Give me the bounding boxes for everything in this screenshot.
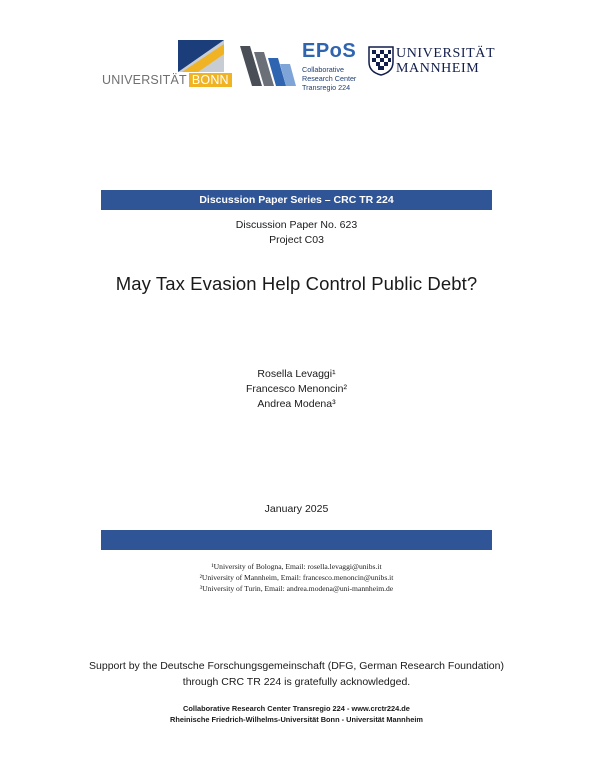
epos-logo-line2: Research Center <box>302 74 357 83</box>
mannheim-crest-icon <box>368 46 394 76</box>
affiliation-1: ¹University of Bologna, Email: rosella.levaggi@unibs.it <box>211 562 382 571</box>
support-line-2: through CRC TR 224 is gratefully acknowledged. <box>182 676 411 688</box>
affiliation-2: ²University of Mannheim, Email: francesco.menoncin@unibs.it <box>199 573 394 582</box>
epos-logo-line3: Transregio 224 <box>302 83 351 92</box>
affiliation-3: ³University of Turin, Email: andrea.modena@uni-mannheim.de <box>199 584 394 593</box>
discussion-paper-number: Discussion Paper No. 623 <box>235 219 358 231</box>
series-banner: Discussion Paper Series – CRC TR 224 <box>101 190 492 210</box>
mannheim-logo-line2: MANNHEIM <box>396 61 480 76</box>
bottom-banner <box>101 530 492 550</box>
author-2: Francesco Menoncin² <box>246 383 347 395</box>
universitaet-bonn-logo <box>102 40 229 90</box>
epos-logo-mark-icon <box>240 44 296 88</box>
author-1: Rosella Levaggi¹ <box>257 368 336 380</box>
epos-logo-line1: Collaborative <box>302 65 344 74</box>
bonn-logo-universitaet: UNIVERSITÄT <box>102 73 187 87</box>
footer-line-2: Rheinische Friedrich-Wilhelms-Universität Bonn - Universität Mannheim <box>170 715 423 724</box>
project-code: Project C03 <box>269 234 324 246</box>
universitaet-mannheim-logo <box>368 46 496 80</box>
mannheim-logo-line1: UNIVERSITÄT <box>396 46 496 61</box>
publication-date: January 2025 <box>264 503 329 515</box>
paper-title: May Tax Evasion Help Control Public Debt? <box>115 273 478 294</box>
footer-line-1: Collaborative Research Center Transregio 224 - www.crctr224.de <box>183 704 410 713</box>
support-line-1: Support by the Deutsche Forschungsgemeinschaft (DFG, German Research Foundation) <box>89 660 504 672</box>
epos-logo <box>240 40 360 96</box>
bonn-logo-mark-icon <box>178 40 224 72</box>
bonn-logo-bonn: BONN <box>189 73 232 87</box>
author-3: Andrea Modena³ <box>257 398 336 410</box>
epos-logo-name: EPoS <box>302 40 357 62</box>
